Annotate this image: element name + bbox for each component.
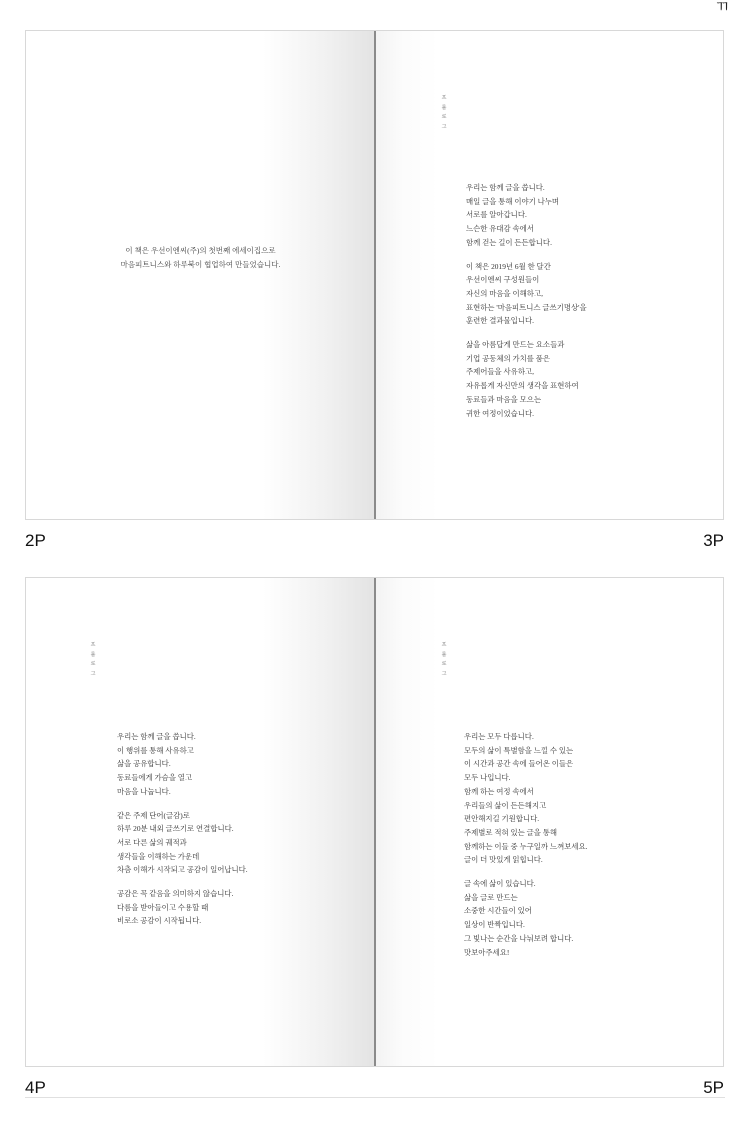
text-line: 동료들과 마음을 모으는 [466, 394, 542, 404]
credit-line: 마음피트니스와 하루북이 협업하여 만들었습니다. [120, 260, 281, 269]
paragraph [117, 887, 248, 928]
text-line: 우리는 함께 글을 씁니다. [117, 732, 196, 741]
text-line: 삶을 공유합니다. [117, 759, 171, 769]
page-label-5: 5P [703, 1078, 724, 1097]
label-char: 로 [90, 662, 96, 667]
bottom-divider [25, 1097, 725, 1098]
page-label-4: 4P [25, 1078, 46, 1097]
prologue-body [464, 730, 587, 969]
text-line: 이 시간과 공간 속에 들어온 이들은 [464, 759, 574, 769]
label-char: 프 [441, 643, 447, 648]
label-char: 프 [90, 643, 96, 648]
label-char: 롤 [441, 105, 447, 111]
text-line: 글 속에 삶이 있습니다. [464, 879, 536, 889]
text-line: 동료들에게 가슴을 열고 [117, 773, 193, 783]
page-2 [26, 31, 375, 519]
page-5 [376, 578, 724, 1066]
text-line: 글이 더 맛있게 읽힙니다. [464, 855, 543, 865]
text-line: 맛보아주세요! [464, 947, 510, 957]
text-line: 그 빛나는 순간을 나눠보려 합니다. [464, 933, 574, 943]
paragraph [117, 809, 248, 878]
book-spine [374, 31, 376, 519]
label-char: 그 [441, 671, 447, 677]
prologue-vertical-label [440, 94, 448, 132]
text-line: 차츰 이해가 시작되고 공감이 일어납니다. [117, 865, 248, 875]
text-line: 같은 주제 단어(글감)로 [117, 810, 190, 820]
label-char: 그 [441, 124, 447, 130]
text-line: 삶을 아름답게 만드는 요소들과 [466, 340, 565, 350]
text-line: 소중한 시간들이 있어 [464, 906, 532, 916]
page-3 [376, 31, 724, 519]
book-spread-pages-4-5 [25, 577, 724, 1067]
text-line: 이 행위를 통해 사유하고 [117, 745, 194, 755]
page-label-2: 2P [25, 531, 46, 550]
text-line: 서로를 알아갑니다. [466, 210, 527, 220]
text-line: 표현하는 '마음피트니스 글쓰기명상'을 [466, 302, 587, 312]
book-spine [374, 578, 376, 1066]
paragraph [464, 877, 587, 959]
text-line: 우리는 모두 다릅니다. [464, 732, 534, 741]
book-spread-pages-2-3 [25, 30, 724, 520]
book-credit-text [26, 244, 375, 272]
text-line: 느슨한 유대감 속에서 [466, 224, 534, 234]
text-line: 삶을 글로 만드는 [464, 892, 518, 902]
paragraph [117, 730, 248, 799]
text-line: 훈련한 결과물입니다. [466, 316, 534, 326]
text-line: 비로소 공감이 시작됩니다. [117, 916, 202, 926]
label-char: 롤 [441, 652, 447, 658]
label-char: 롤 [90, 652, 96, 658]
text-line: 다름을 받아들이고 수용할 때 [117, 902, 209, 912]
text-line: 주제별로 적혀 있는 글을 통해 [464, 827, 558, 837]
text-line: 우리들의 삶이 든든해지고 [464, 800, 547, 810]
text-line: 편안해지길 기원합니다. [464, 814, 540, 824]
text-line: 우리는 함께 글을 씁니다. [466, 183, 545, 192]
text-line: 자신의 마음을 이해하고, [466, 288, 543, 298]
label-char: 로 [441, 115, 447, 120]
label-char: 로 [441, 662, 447, 667]
label-char: 프 [441, 96, 447, 101]
page-4 [26, 578, 375, 1066]
text-line: 기업 공동체의 가치를 품은 [466, 353, 551, 363]
text-line: 생각들을 이해하는 가운데 [117, 851, 200, 861]
page-label-3: 3P [703, 531, 724, 550]
prologue-vertical-label [89, 641, 97, 679]
prologue-body [117, 730, 248, 938]
text-line: 일상이 반짝입니다. [464, 920, 525, 930]
paragraph [464, 730, 587, 867]
paragraph [466, 338, 587, 420]
text-line: 함께하는 이들 중 누구일까 느껴보세요. [464, 841, 588, 851]
prologue-vertical-label [440, 641, 448, 679]
paragraph [466, 181, 587, 250]
corner-mark: ㄲ [714, 0, 730, 16]
text-line: 서로 다른 삶의 궤적과 [117, 837, 187, 847]
text-line: 함께 걷는 길이 든든합니다. [466, 237, 552, 247]
credit-line: 이 책은 우선이엔씨(주)의 첫번째 에세이집으로 [125, 246, 276, 255]
prologue-body [466, 181, 587, 430]
text-line: 매일 글을 통해 이야기 나누며 [466, 196, 560, 206]
text-line: 이 책은 2019년 6월 한 달간 [466, 261, 551, 271]
text-line: 모두 나입니다. [464, 773, 511, 783]
text-line: 우선이엔씨 구성원들이 [466, 275, 540, 285]
text-line: 모두의 삶이 특별함을 느낄 수 있는 [464, 745, 574, 755]
text-line: 귀한 여정이었습니다. [466, 408, 534, 418]
text-line: 함께 하는 여정 속에서 [464, 786, 534, 796]
text-line: 주제어들을 사유하고, [466, 367, 534, 377]
label-char: 그 [90, 671, 96, 677]
text-line: 공감은 꼭 같음을 의미하지 않습니다. [117, 889, 234, 899]
paragraph [466, 260, 587, 329]
text-line: 하루 20분 내외 글쓰기로 연결합니다. [117, 824, 234, 834]
text-line: 마음을 나눕니다. [117, 786, 171, 796]
text-line: 자유롭게 자신만의 생각을 표현하여 [466, 381, 579, 391]
